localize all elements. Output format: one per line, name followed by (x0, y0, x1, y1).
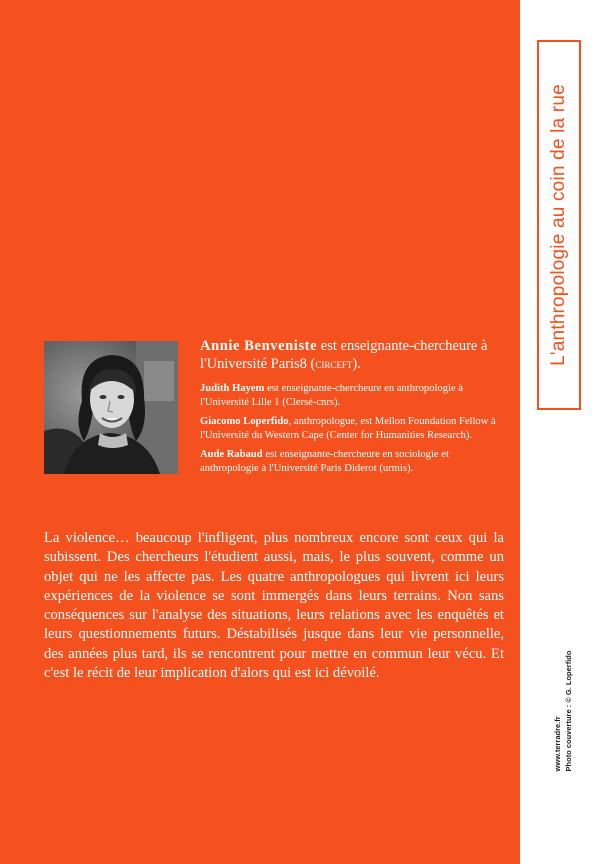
book-description: La violence… beaucoup l'infligent, plus nombreux encore sont ceux qui la subissent. Des chercheurs l'étudient aussi, mais, le plus souvent, comme un objet qui ne les affecte pas. Les quatre anthropologues qui livrent ici leurs expériences de la violence se sont immergés dans leurs terrains. Non sans conséquences sur l'analyse des situations, leurs relations avec les enquêtés et leurs questionnements futurs. Déstabilisés jusque dans leur vie personnelle, des années plus tard, ils se rencontrent pour mettre en commun leur vécu. Et c'est le récit de leur implication d'alors qui est ici dévoilé. (44, 530, 504, 682)
author-bio-text: est enseignante-chercheure en anthropologie à l'Université Lille 1 (Clersé-cnrs). (200, 383, 463, 408)
main-author-bio (200, 338, 504, 373)
author-bio-text: , anthropologue, est Mellon Foundation Fellow à l'Université du Western Cape (Center for Humanities Research). (200, 416, 496, 441)
author-bio (200, 448, 504, 475)
author-name: Aude Rabaud (200, 449, 263, 460)
spine-credits (552, 651, 574, 772)
photo-credit: Photo couverture : © G. Loperfido (564, 650, 573, 772)
author-bio (200, 382, 504, 409)
spine-title: L'anthropologie au coin de la rue (548, 84, 569, 366)
author-bio (200, 415, 504, 442)
main-author-bio-text: est enseignante-chercheure à l'Université Paris8 ( (200, 338, 488, 372)
publisher-website: www.terradre.fr (553, 716, 562, 772)
main-author-bio-end: ). (352, 356, 361, 372)
main-author-name: Annie Benveniste (200, 338, 318, 354)
main-author-affiliation: circeft (315, 356, 353, 371)
author-bio-text: est enseignante-chercheure en sociologie et anthropologie à l'Université Paris Diderot (urmis). (200, 449, 449, 474)
author-bios (200, 338, 504, 481)
author-portrait (44, 341, 178, 474)
author-name: Giacomo Loperfido (200, 416, 289, 427)
author-name: Judith Hayem (200, 383, 265, 394)
